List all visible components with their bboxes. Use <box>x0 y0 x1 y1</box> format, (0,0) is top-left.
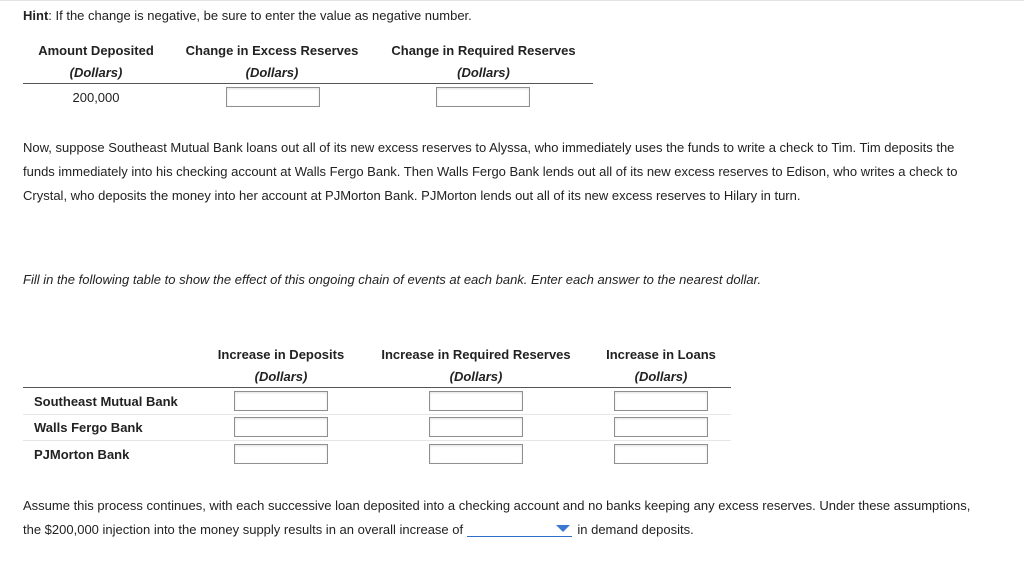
col-header-increase-loans: Increase in Loans (Dollars) <box>606 347 716 384</box>
row-divider <box>23 440 731 441</box>
hint-body: : If the change is negative, be sure to enter the value as negative number. <box>48 8 472 23</box>
col-header-change-required-reserves: Change in Required Reserves (Dollars) <box>391 43 576 80</box>
southeast-loans-input[interactable] <box>614 391 708 411</box>
scenario-paragraph: Now, suppose Southeast Mutual Bank loans out all of its new excess reserves to Alyssa, who immediately uses the funds to write a check to Tim. Tim deposits the funds immediately into his checking account at Walls Fergo Bank. Then Walls Fergo Bank lends out all of its new excess reserves to Edison, who writes a check to Crystal, who deposits the money into her account at PJMorton Bank. PJMorton lends out all of its new excess reserves to Hilary in turn. <box>23 140 958 203</box>
hint-label: Hint <box>23 8 49 23</box>
top-divider <box>0 0 1024 1</box>
conclusion-sentence <box>23 494 983 542</box>
amount-deposited-value: 200,000 <box>72 90 120 105</box>
walls-fergo-deposits-input[interactable] <box>234 417 328 437</box>
conclusion-text-before: Assume this process continues, with each successive loan deposited into a checking account and no banks keeping any excess reserves. Under these assumptions, the $200,000 injection into the money supply results in an overall increase of <box>23 498 971 537</box>
southeast-required-reserves-input[interactable] <box>429 391 523 411</box>
chevron-down-icon[interactable] <box>556 525 570 532</box>
pjmorton-loans-input[interactable] <box>614 444 708 464</box>
table-instruction: Fill in the following table to show the effect of this ongoing chain of events at each bank. Enter each answer to the nearest dollar. <box>23 272 762 287</box>
table2-header-rule <box>23 387 731 388</box>
pjmorton-deposits-input[interactable] <box>234 444 328 464</box>
col-header-amount-deposited: Amount Deposited (Dollars) <box>38 43 154 80</box>
demand-deposits-dropdown[interactable] <box>467 520 572 537</box>
change-required-reserves-input[interactable] <box>436 87 530 107</box>
bank-label-pjmorton: PJMorton Bank <box>34 447 130 462</box>
conclusion-text-after: in demand deposits. <box>577 522 694 537</box>
pjmorton-required-reserves-input[interactable] <box>429 444 523 464</box>
col-header-increase-deposits: Increase in Deposits (Dollars) <box>217 347 345 384</box>
hint-text <box>23 8 472 24</box>
table-header-rule <box>23 83 593 84</box>
col-header-change-excess-reserves: Change in Excess Reserves (Dollars) <box>185 43 359 80</box>
bank-label-walls-fergo: Walls Fergo Bank <box>34 420 143 435</box>
walls-fergo-loans-input[interactable] <box>614 417 708 437</box>
southeast-deposits-input[interactable] <box>234 391 328 411</box>
walls-fergo-required-reserves-input[interactable] <box>429 417 523 437</box>
row-divider <box>23 414 731 415</box>
change-excess-reserves-input[interactable] <box>226 87 320 107</box>
col-header-increase-required-reserves: Increase in Required Reserves (Dollars) <box>381 347 571 384</box>
bank-label-southeast-mutual: Southeast Mutual Bank <box>34 394 178 409</box>
